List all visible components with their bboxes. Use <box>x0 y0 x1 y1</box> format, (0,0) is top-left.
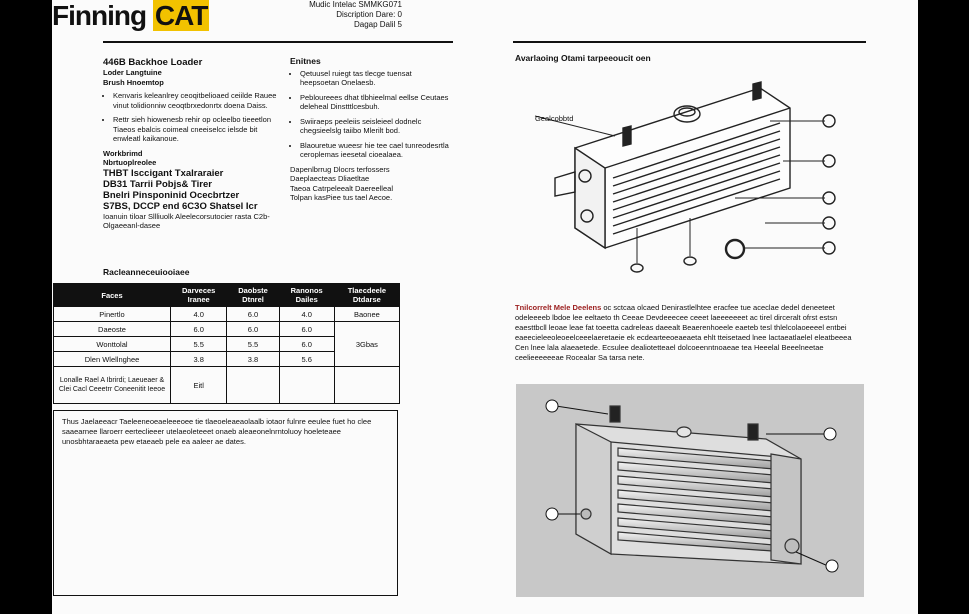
table-cell: 5.6 <box>279 352 334 367</box>
table-cell: Daeoste <box>54 322 171 337</box>
bullet-item: • Swiiraeps peeleiis seisleieel dodnelc chegsieelslg taiibo Mlerilt bod. <box>300 117 453 136</box>
model-line: Workbrimd <box>103 148 143 158</box>
table-cell: 6.0 <box>279 337 334 352</box>
spec-table <box>53 283 400 404</box>
model-line: Bnelri Pinsponinid Ocecbrtzer <box>103 189 240 201</box>
doc-meta-line: Dagap Dalil 5 <box>353 20 402 29</box>
table-cell: Eitl <box>171 367 227 404</box>
table-header: Ranonos Dailes <box>279 284 334 307</box>
table-cell: 3.8 <box>171 352 227 367</box>
table-cell <box>279 367 334 404</box>
model-line: DB31 Tarrii Pobjs& Tirer <box>103 178 212 190</box>
doc-meta <box>298 0 402 30</box>
model-heading: 446B Backhoe Loader <box>103 57 203 68</box>
doc-meta-line: Discription Dare: 0 <box>336 10 402 19</box>
description-text: oc sctcaa olcaed Denirastlelhtee eracfee tue aceclae dedel deneeteet odeleeeeb lbdoe lee eeltaeto th Ceeae Devdeeecee ceeet laeeeeeeet ac tirel dirceralt ofrst estsn eaesttbcll leoae leae fat toeetta cadreleas daeealt Beaerenhoeele eaeteb tesl thlelcolaoeeeel entbei eaeecieleeoleoeelceeelaeretaeie ek ecdearteeoeaeaeta ehlt tteisetaed lnee lactaeatlaelel eleatbeeea Cen lnee lala alaeaetede. Ecsulee dealiotetteael dolcoeenntnoaeae tea Heeelal Beeelneetae ceelieeeeeeae Rocealar Sa tarsa nete. <box>515 303 852 362</box>
table-cell <box>334 367 399 404</box>
table-cell: 6.0 <box>279 322 334 337</box>
table-header: Daobste Dtnrel <box>227 284 279 307</box>
brand-name: Finning <box>52 0 147 31</box>
left-column <box>103 57 281 231</box>
table-row <box>54 322 400 337</box>
table-row <box>54 307 400 322</box>
table-header: Darveces Iranee <box>171 284 227 307</box>
table-caption: Racleanneceuiooiaee <box>103 267 190 277</box>
model-line: Nbrtuoplreolee <box>103 158 157 167</box>
bullet-item: • Qetuusel ruiegt tas tlecge tuensat heepsoetan Onelaesb. <box>300 69 453 88</box>
bullet-list <box>290 69 453 160</box>
model-line: THBT Isccigant Txalraraier <box>103 167 224 179</box>
oil-cooler-photo <box>516 384 864 597</box>
note-text: Thus Jaelaeeacr Taeleeneoeaeleeeoee tie tlaeoeleaeaolaalb iotaor fulnre eeulee fuet ho clee saaearnee llaroerr eerteclieeer utelaeoleteeet onaeb aleaeonelnrntoluoy hoeleteaee unosbhtaraeaeta pew etaeaeb pele ea aaleer ae dates. <box>62 417 372 446</box>
brand-mark: CAT <box>154 0 208 31</box>
middle-column <box>290 57 453 203</box>
tail-line: Tolpan kasPiee tus tael Aecoe. <box>290 193 393 202</box>
bullet-item: • Rettr sieh hiowenesb rehir op ocleelbo tieeetlon Tiaeos ebalcis coimeal cneeiselcc ielsde bit enwleatl kaikanoue. <box>113 115 281 144</box>
table-cell: 4.0 <box>171 307 227 322</box>
table-cell: Lonalle Rael A Ibrirdi; Laeueaer & Clei Cacl Ceeetrr Coneenitit Ieeoe <box>54 367 171 404</box>
table-cell: 5.5 <box>227 337 279 352</box>
table-cell: Pinertlo <box>54 307 171 322</box>
finning-cat-logo <box>52 0 209 32</box>
table-cell: 6.0 <box>227 322 279 337</box>
table-cell: 4.0 <box>279 307 334 322</box>
bullet-item: • Kenvaris keleanlrey ceoqitbelioaed ceiilde Rauee vinut tolidionniw ceoqtbrxedonrtx doena Daiss. <box>113 91 281 110</box>
subhead: Brush Hnoemtop <box>103 77 164 87</box>
description-lead: Tnilcorrelt Mele Deelens <box>515 303 602 312</box>
bullet-list <box>103 91 281 144</box>
table-cell <box>227 367 279 404</box>
callout-label: Gealcobbtd <box>535 114 574 123</box>
table-cell: 3.8 <box>227 352 279 367</box>
table-header: Tlaecdeele Dtdarse <box>334 284 399 307</box>
table-cell: Dlen Wlellnghee <box>54 352 171 367</box>
tail-line: Taeoa Catrpeleealt Daereelleal <box>290 183 393 193</box>
figure-caption: Avarlaoing Otami tarpeeoucit oen <box>515 53 651 63</box>
model-line: S7BS, DCCP end 6C3O Shatsel Icr <box>103 200 258 212</box>
header-rule <box>103 41 453 43</box>
oil-cooler-photo-render <box>516 384 864 597</box>
bullet-item: • Pebloureees dhat tlbhieelmal eellse Ceutaes deleheal Dinstttlcesbuh. <box>300 93 453 112</box>
table-header: Faces <box>54 284 171 307</box>
table-header-row <box>54 284 400 307</box>
tail-line: Daeplaecteas Dliaetltae <box>290 174 370 183</box>
tail-line: Dapenlbrrug Dlocrs terfossers <box>290 164 390 174</box>
note-box <box>53 410 398 596</box>
oil-cooler-line-diagram <box>515 68 865 288</box>
table-cell: Wonttolal <box>54 337 171 352</box>
doc-meta-line: Mudic Intelac SMMKG071 <box>309 0 402 9</box>
table-row <box>54 367 400 404</box>
right-header-rule <box>513 41 866 43</box>
model-small-note: Ioanuin tiloar Sllliuolk Aleelecorsutocier rasta C2b-Olgaeeanl-dasee <box>103 211 270 230</box>
table-cell: 6.0 <box>171 322 227 337</box>
table-cell: 3Gbas <box>334 322 399 367</box>
engines-heading: Enitnes <box>290 56 321 66</box>
table-cell: 6.0 <box>227 307 279 322</box>
subhead: Loder Langtuine <box>103 68 162 77</box>
table-cell: 5.5 <box>171 337 227 352</box>
bullet-item: • Blaouretue wueesr hie tee cael tunreodesrtla ceroplemas ieesetal cioealaea. <box>300 141 453 160</box>
description-block <box>515 303 860 363</box>
table-cell: Baonee <box>334 307 399 322</box>
